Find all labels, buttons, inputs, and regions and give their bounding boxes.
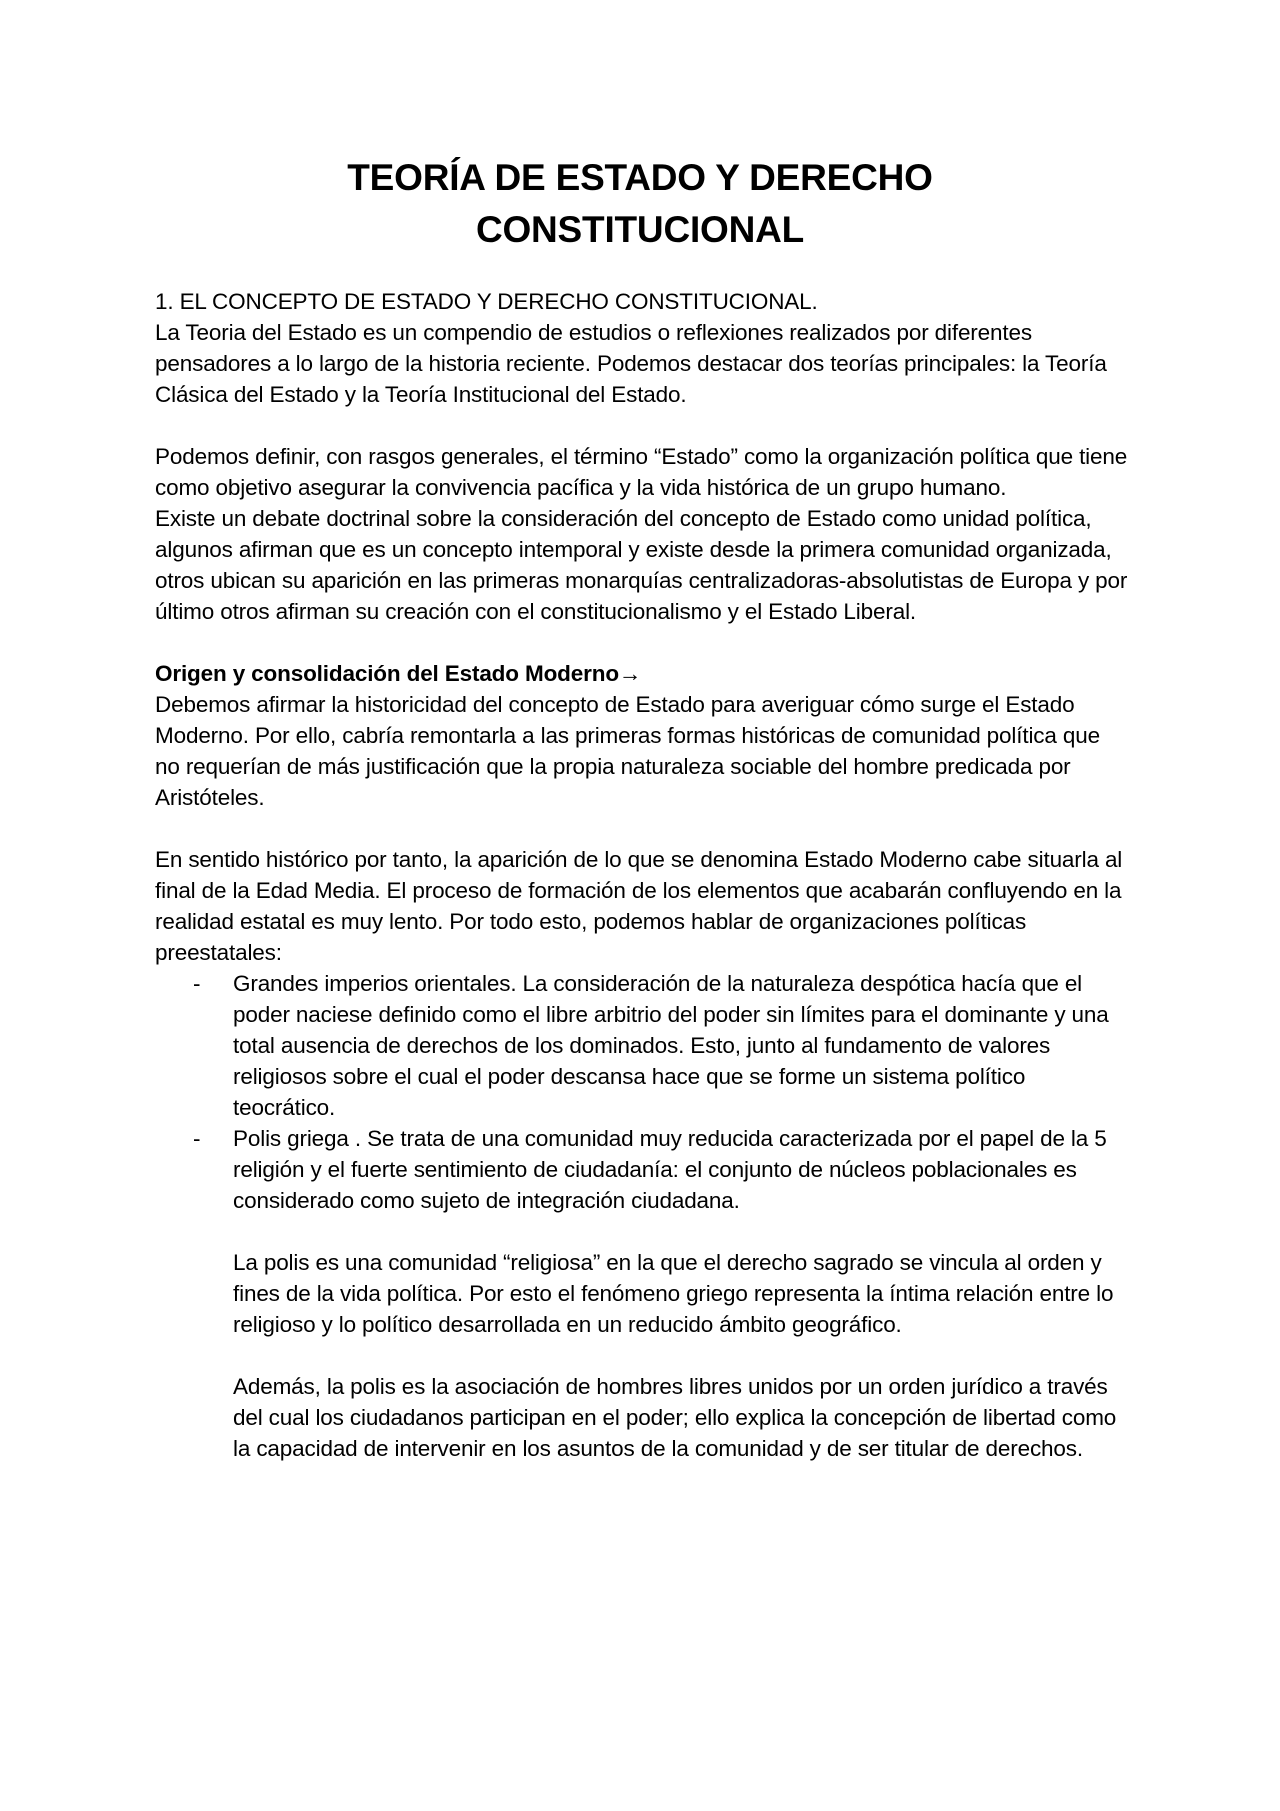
list-item xyxy=(155,1123,1130,1216)
dash-bullet: - xyxy=(193,1126,201,1151)
list-item xyxy=(155,968,1130,1123)
page-title xyxy=(155,152,1125,256)
paragraph-spacer xyxy=(155,627,1130,658)
list-item-text: Grandes imperios orientales. La consideración de la naturaleza despótica hacía que el poder naciese definido como el libre arbitrio del poder sin límites para el dominante y una total ausencia de derechos de los dominados. Esto, junto al fundamento de valores religiosos sobre el cual el poder descansa hace que se forme un sistema político teocrático. xyxy=(233,971,1109,1120)
paragraph-sentido-historico: En sentido histórico por tanto, la aparición de lo que se denomina Estado Moderno cabe situarla al final de la Edad Media. El proceso de formación de los elementos que acabarán confluyendo en la realidad estatal es muy lento. Por todo esto, podemos hablar de organizaciones políticas preestatales: xyxy=(155,847,1123,965)
paragraph-polis-religiosa: La polis es una comunidad “religiosa” en la que el derecho sagrado se vincula al orden y fines de la vida política. Por esto el fenómeno griego representa la íntima relación entre lo religioso y lo político desarrollada en un reducido ámbito geográfico. xyxy=(233,1250,1114,1337)
document-body xyxy=(155,286,1130,1464)
title-line-2: CONSTITUCIONAL xyxy=(475,209,805,250)
paragraph-spacer xyxy=(155,410,1130,441)
paragraph-historicidad: Debemos afirmar la historicidad del concepto de Estado para averiguar cómo surge el Estado Moderno. Por ello, cabría remontarla a las primeras formas históricas de comunidad política que no requerían de más justificación que la propia naturaleza sociable del hombre predicada por Aristóteles. xyxy=(155,692,1100,810)
paragraph-spacer xyxy=(155,1340,1130,1371)
section-heading: 1. EL CONCEPTO DE ESTADO Y DERECHO CONSTITUCIONAL. xyxy=(155,289,818,314)
title-line-1: TEORÍA DE ESTADO Y DERECHO xyxy=(347,157,933,198)
subheading-origen-estado-moderno: Origen y consolidación del Estado Moderno→ xyxy=(155,661,642,686)
dash-bullet: - xyxy=(193,971,201,996)
preestatal-list xyxy=(155,968,1130,1216)
paragraph-polis-hombres-libres: Además, la polis es la asociación de hombres libres unidos por un orden jurídico a través del cual los ciudadanos participan en el poder; ello explica la concepción de libertad como la capacidad de intervenir en los asuntos de la comunidad y de ser titular de derechos. xyxy=(233,1374,1117,1461)
paragraph-debate-doctrinal: Existe un debate doctrinal sobre la consideración del concepto de Estado como unidad política, algunos afirman que es un concepto intemporal y existe desde la primera comunidad organizada, otros ubican su aparición en las primeras monarquías centralizadoras-absolutistas de Europa y por último otros afirman su creación con el constitucionalismo y el Estado Liberal. xyxy=(155,506,1128,624)
list-item-text: Polis griega . Se trata de una comunidad muy reducida caracterizada por el papel de la 5 religión y el fuerte sentimiento de ciudadanía: el conjunto de núcleos poblacionales es considerado como sujeto de integración ciudadana. xyxy=(233,1126,1107,1213)
paragraph-spacer xyxy=(155,1216,1130,1247)
paragraph-teoria-estado: La Teoria del Estado es un compendio de estudios o reflexiones realizados por diferentes pensadores a lo largo de la historia reciente. Podemos destacar dos teorías principales: la Teoría Clásica del Estado y la Teoría Institucional del Estado. xyxy=(155,320,1107,407)
paragraph-spacer xyxy=(155,813,1130,844)
paragraph-definicion-estado: Podemos definir, con rasgos generales, el término “Estado” como la organización política que tiene como objetivo asegurar la convivencia pacífica y la vida histórica de un grupo humano. xyxy=(155,444,1128,500)
